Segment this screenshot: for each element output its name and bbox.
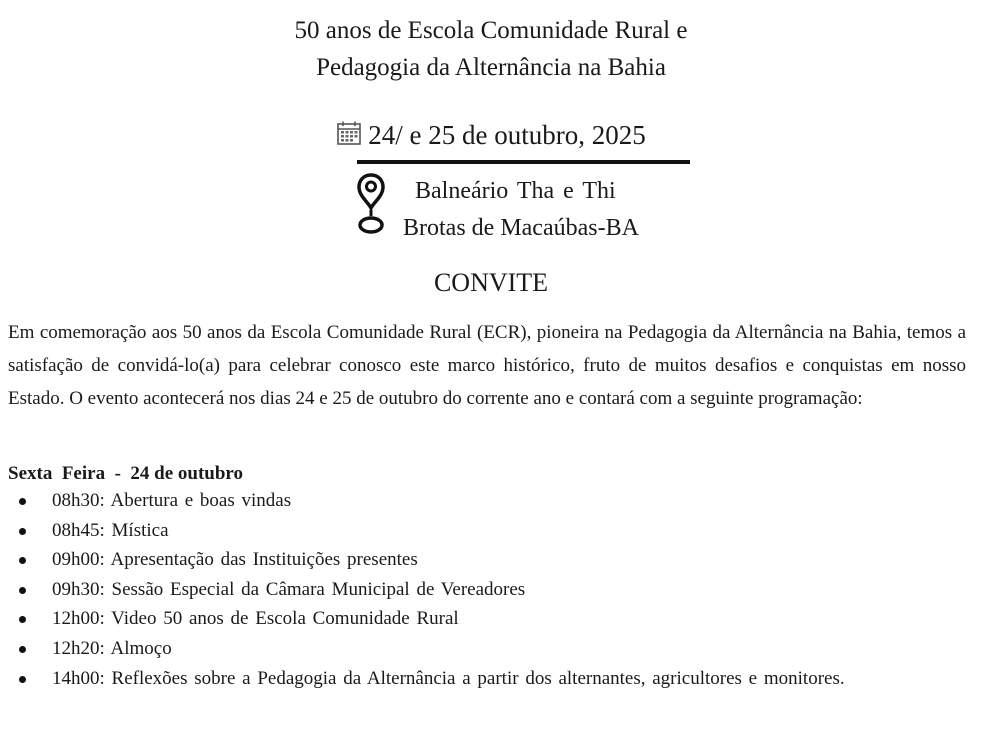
schedule-item: 09h30: Sessão Especial da Câmara Municipal de Vereadores — [0, 575, 900, 605]
location-city: Brotas de Macaúbas-BA — [403, 215, 639, 241]
event-date-text: 24/ e 25 de outubro, 2025 — [368, 120, 646, 150]
schedule-item: 08h30: Abertura e boas vindas — [0, 486, 900, 516]
invite-heading: CONVITE — [433, 268, 549, 297]
location-name: Balneário Tha e Thi — [415, 178, 616, 204]
logo-fragment — [470, 0, 518, 8]
schedule-item: 08h45: Mística — [0, 516, 900, 546]
schedule-item: 12h20: Almoço — [0, 634, 900, 664]
header-divider — [357, 160, 690, 164]
event-date — [0, 116, 982, 154]
schedule-list — [0, 486, 900, 695]
schedule-item: 14h00: Reflexões sobre a Pedagogia da Alternância a partir dos alternantes, agricultores e monitores. — [0, 663, 900, 695]
event-title-line-2: Pedagogia da Alternância na Bahia — [316, 54, 666, 81]
calendar-icon — [336, 120, 362, 146]
location-pin-icon — [356, 172, 386, 238]
event-title-line-1: 50 anos de Escola Comunidade Rural e — [294, 17, 688, 44]
schedule-item: 09h00: Apresentação das Instituições presentes — [0, 545, 900, 575]
schedule-item: 12h00: Video 50 anos de Escola Comunidade Rural — [0, 604, 900, 634]
invite-paragraph: Em comemoração aos 50 anos da Escola Comunidade Rural (ECR), pioneira na Pedagogia da Alternância na Bahia, temos a satisfação de convidá-lo(a) para celebrar conosco este marco histórico, fruto de muitos desafios e conquistas em nosso Estado. O evento acontecerá nos dias 24 e 25 de outubro do corrente ano e contará com a seguinte programação: — [8, 322, 966, 409]
schedule-day-label: Sexta Feira - 24 de outubro — [8, 463, 244, 484]
schedule-day-heading — [8, 460, 243, 488]
